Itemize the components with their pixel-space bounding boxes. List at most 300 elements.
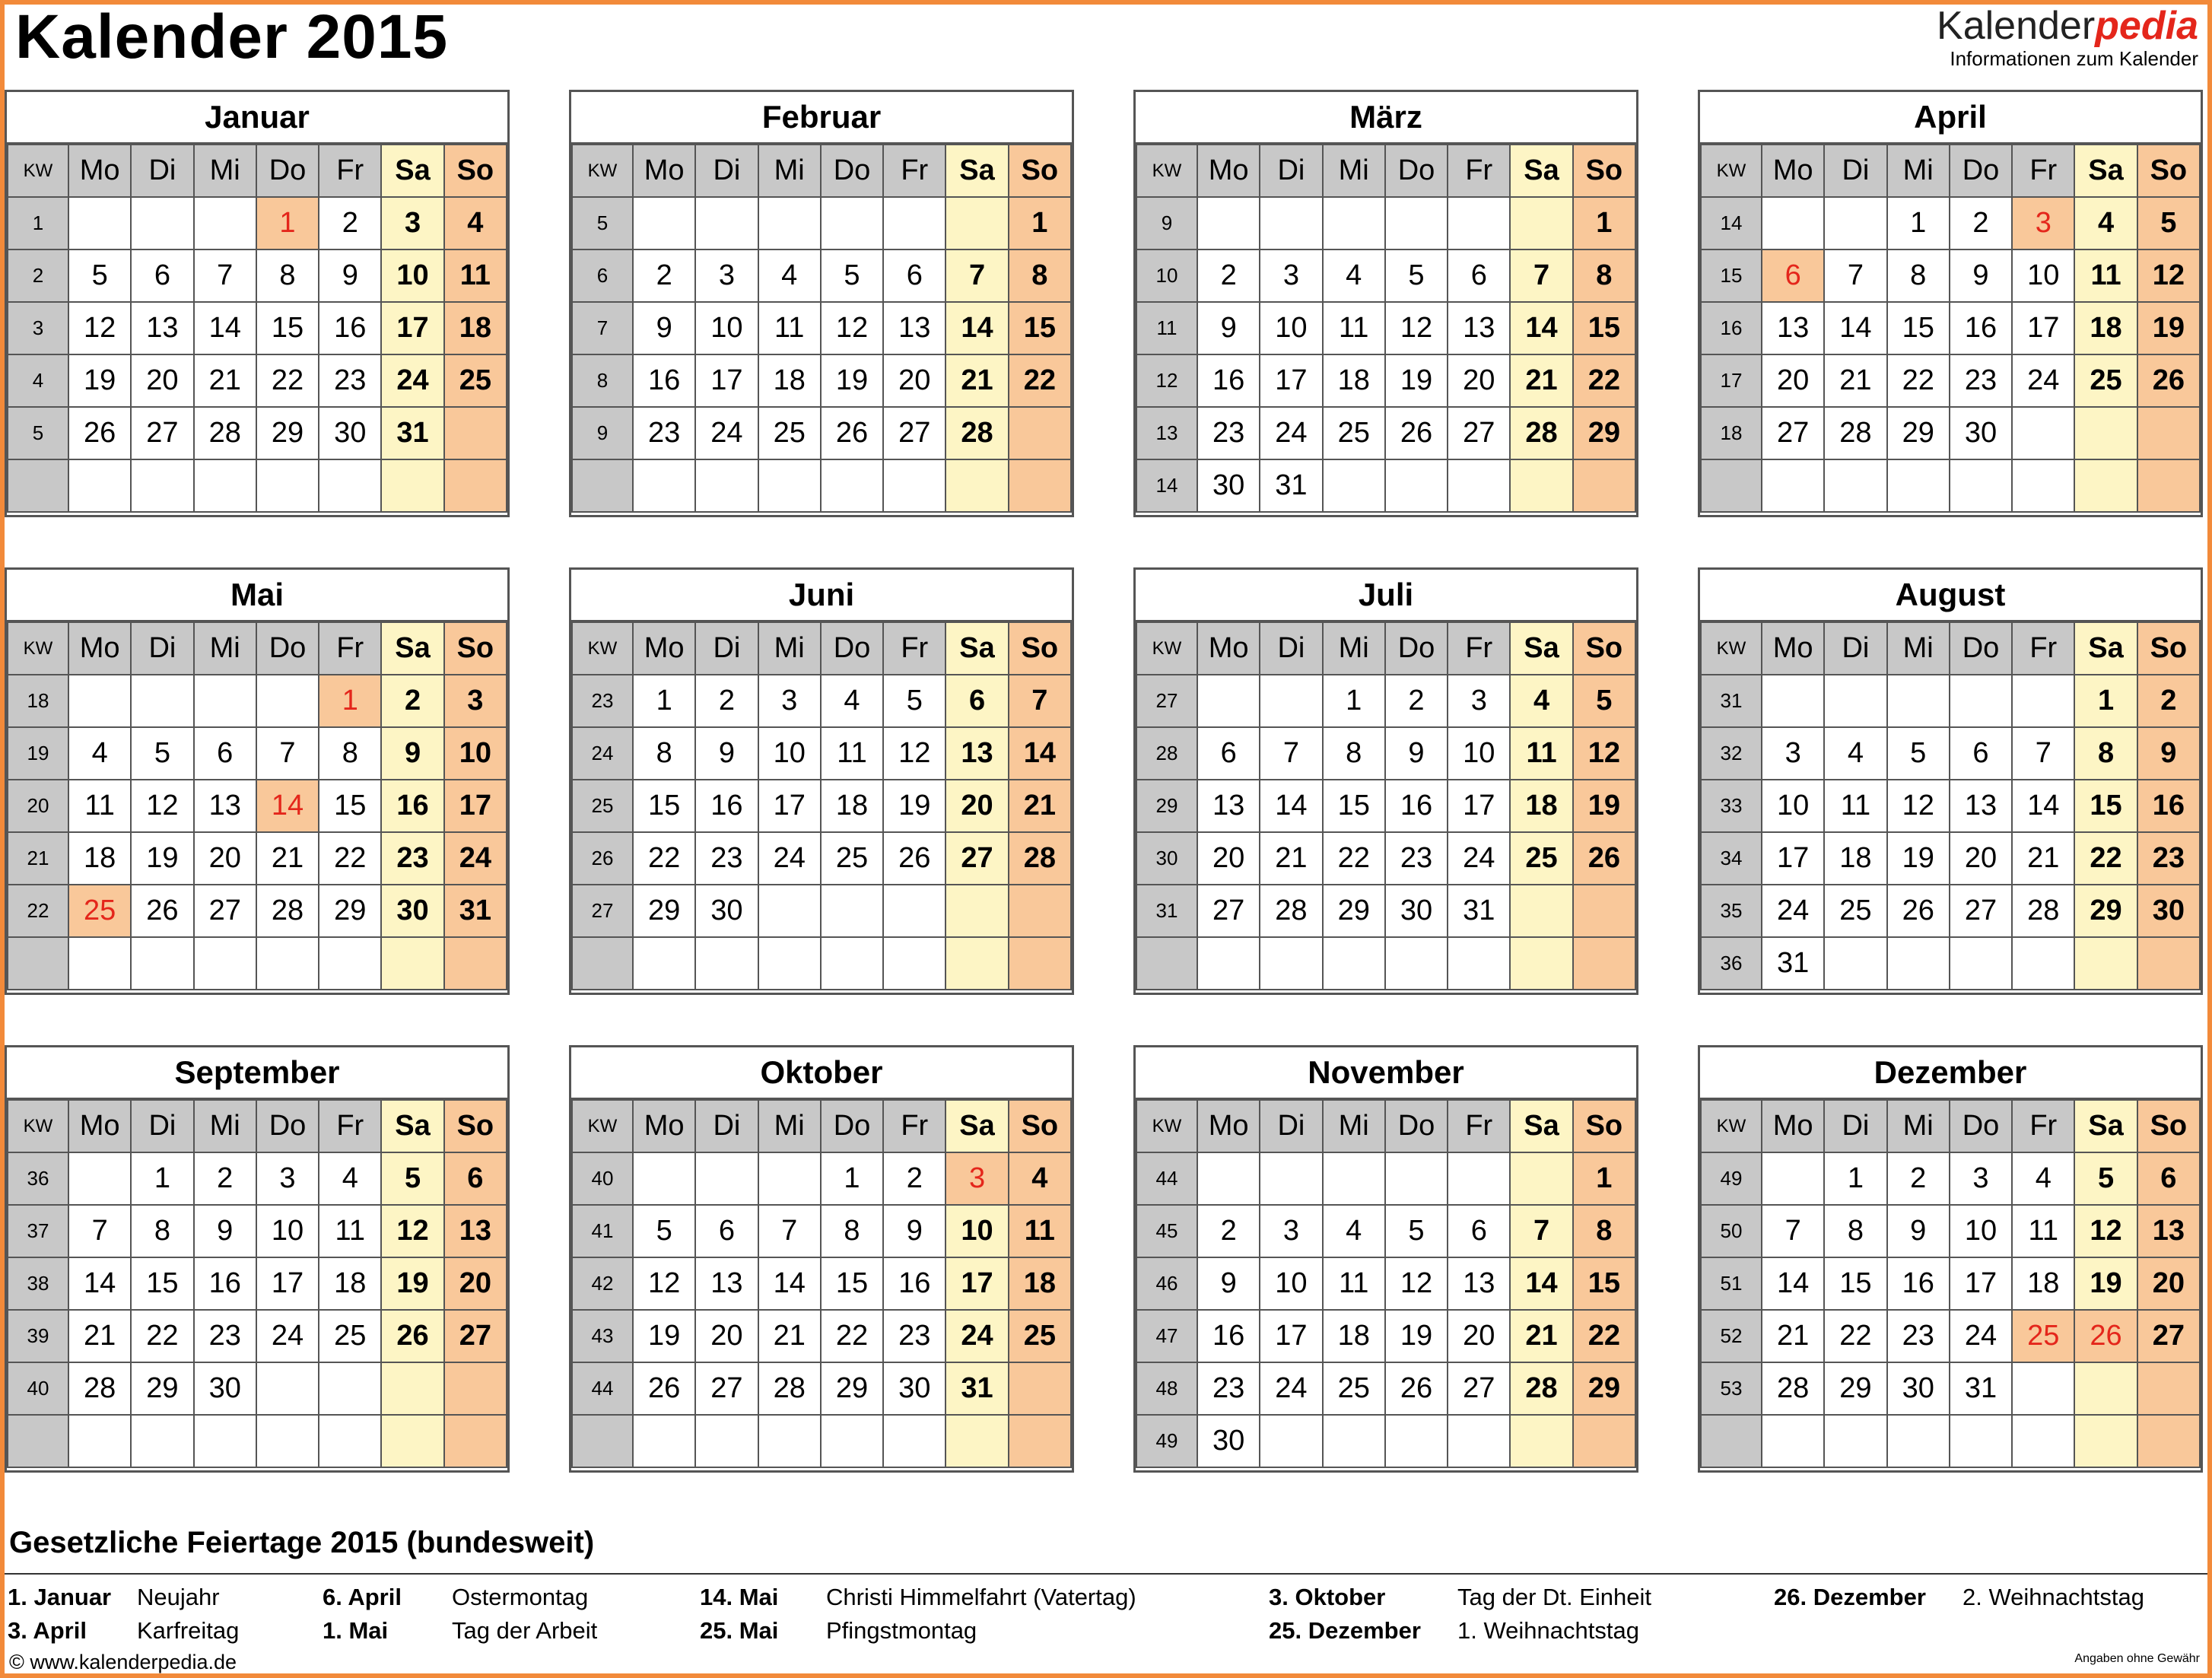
weekday-header: Fr bbox=[1448, 1100, 1510, 1152]
weekday-header: Mi bbox=[194, 1100, 256, 1152]
day-cell bbox=[695, 1415, 758, 1467]
day-cell: 16 bbox=[883, 1257, 946, 1310]
week-number: 37 bbox=[8, 1205, 68, 1257]
holiday-day-cell: 3 bbox=[2012, 197, 2074, 249]
day-cell: 29 bbox=[256, 407, 319, 459]
week-row bbox=[8, 1257, 507, 1310]
day-cell bbox=[68, 197, 131, 249]
day-cell: 7 bbox=[2012, 727, 2074, 780]
day-cell bbox=[444, 937, 507, 990]
week-number: 21 bbox=[8, 832, 68, 885]
month-9 bbox=[569, 1045, 1074, 1473]
holiday-date: 26. Dezember bbox=[1774, 1584, 1926, 1610]
day-cell bbox=[1448, 197, 1510, 249]
weekday-header: Fr bbox=[319, 145, 381, 197]
day-cell: 27 bbox=[1762, 407, 1824, 459]
day-cell: 27 bbox=[946, 832, 1008, 885]
day-cell bbox=[2012, 1415, 2074, 1467]
week-number: 9 bbox=[572, 407, 633, 459]
month-5 bbox=[569, 567, 1074, 995]
day-cell: 19 bbox=[131, 832, 193, 885]
day-cell: 2 bbox=[194, 1152, 256, 1205]
week-number: 27 bbox=[1136, 675, 1197, 727]
week-row bbox=[8, 1415, 507, 1467]
day-cell: 8 bbox=[1573, 249, 1635, 302]
day-cell: 28 bbox=[2012, 885, 2074, 937]
holiday-entry bbox=[700, 1584, 1136, 1611]
kw-header: KW bbox=[1136, 1100, 1197, 1152]
week-row bbox=[1136, 1257, 1635, 1310]
month-grid bbox=[571, 621, 1072, 990]
day-cell: 5 bbox=[2137, 197, 2200, 249]
weekday-header: Di bbox=[131, 1100, 193, 1152]
day-cell: 6 bbox=[695, 1205, 758, 1257]
day-cell: 4 bbox=[2074, 197, 2137, 249]
day-cell: 12 bbox=[633, 1257, 695, 1310]
day-cell: 7 bbox=[68, 1205, 131, 1257]
weekday-header: Fr bbox=[319, 1100, 381, 1152]
week-number: 5 bbox=[8, 407, 68, 459]
day-cell: 16 bbox=[633, 354, 695, 407]
day-cell: 10 bbox=[1762, 780, 1824, 832]
day-cell: 15 bbox=[2074, 780, 2137, 832]
day-cell: 19 bbox=[68, 354, 131, 407]
day-cell: 2 bbox=[381, 675, 443, 727]
holiday-entry bbox=[1269, 1584, 1652, 1611]
day-cell: 20 bbox=[444, 1257, 507, 1310]
month-name: Februar bbox=[571, 92, 1072, 144]
week-row bbox=[8, 1205, 507, 1257]
week-number: 33 bbox=[1701, 780, 1762, 832]
weekday-header: So bbox=[1009, 145, 1071, 197]
week-number: 20 bbox=[8, 780, 68, 832]
day-cell: 30 bbox=[883, 1362, 946, 1415]
day-cell: 8 bbox=[131, 1205, 193, 1257]
day-cell bbox=[1009, 885, 1071, 937]
day-cell: 10 bbox=[444, 727, 507, 780]
day-cell: 8 bbox=[633, 727, 695, 780]
holiday-day-cell: 26 bbox=[2074, 1310, 2137, 1362]
day-cell bbox=[1385, 1152, 1448, 1205]
day-cell: 10 bbox=[1260, 1257, 1322, 1310]
day-cell bbox=[946, 885, 1008, 937]
kw-header: KW bbox=[1701, 622, 1762, 675]
day-cell: 15 bbox=[1887, 302, 1950, 354]
week-row bbox=[1136, 832, 1635, 885]
day-cell: 24 bbox=[2012, 354, 2074, 407]
day-cell: 11 bbox=[758, 302, 821, 354]
week-number: 38 bbox=[8, 1257, 68, 1310]
day-cell: 24 bbox=[758, 832, 821, 885]
month-grid bbox=[571, 1099, 1072, 1468]
day-cell: 29 bbox=[821, 1362, 883, 1415]
day-cell: 22 bbox=[1323, 832, 1385, 885]
holidays-title: Gesetzliche Feiertage 2015 (bundesweit) bbox=[9, 1526, 595, 1559]
day-cell bbox=[1573, 885, 1635, 937]
brand-subtitle: Informationen zum Kalender bbox=[1950, 47, 2198, 70]
day-cell bbox=[946, 937, 1008, 990]
day-cell bbox=[1323, 937, 1385, 990]
week-row bbox=[1701, 780, 2200, 832]
week-row bbox=[8, 407, 507, 459]
day-cell: 31 bbox=[1950, 1362, 2012, 1415]
weekday-header: Mi bbox=[1887, 145, 1950, 197]
weekday-header: Mo bbox=[633, 145, 695, 197]
day-cell: 2 bbox=[2137, 675, 2200, 727]
month-name: Januar bbox=[7, 92, 507, 144]
day-cell: 18 bbox=[1009, 1257, 1071, 1310]
month-grid bbox=[1136, 621, 1636, 990]
day-cell: 13 bbox=[695, 1257, 758, 1310]
day-cell: 4 bbox=[444, 197, 507, 249]
day-cell: 30 bbox=[1197, 459, 1260, 512]
day-cell bbox=[1887, 459, 1950, 512]
day-cell: 18 bbox=[444, 302, 507, 354]
week-number: 27 bbox=[572, 885, 633, 937]
day-cell bbox=[695, 197, 758, 249]
day-cell: 1 bbox=[821, 1152, 883, 1205]
day-cell bbox=[2074, 937, 2137, 990]
holiday-date: 3. April bbox=[8, 1617, 87, 1644]
day-cell bbox=[194, 1415, 256, 1467]
day-cell bbox=[821, 459, 883, 512]
week-row bbox=[572, 354, 1071, 407]
day-cell bbox=[1260, 937, 1322, 990]
weekday-header: So bbox=[1573, 622, 1635, 675]
day-cell: 3 bbox=[256, 1152, 319, 1205]
weekday-header: Do bbox=[1385, 622, 1448, 675]
holiday-name: Tag der Arbeit bbox=[452, 1617, 598, 1644]
week-number: 3 bbox=[8, 302, 68, 354]
holiday-name: Christi Himmelfahrt (Vatertag) bbox=[826, 1584, 1136, 1610]
day-cell: 28 bbox=[1824, 407, 1886, 459]
week-number: 25 bbox=[572, 780, 633, 832]
week-row bbox=[1136, 197, 1635, 249]
day-cell: 7 bbox=[946, 249, 1008, 302]
day-cell: 15 bbox=[319, 780, 381, 832]
week-row bbox=[8, 197, 507, 249]
day-cell bbox=[633, 1152, 695, 1205]
weekday-header: Do bbox=[821, 1100, 883, 1152]
day-cell: 14 bbox=[1510, 1257, 1572, 1310]
week-number: 36 bbox=[8, 1152, 68, 1205]
day-cell: 18 bbox=[68, 832, 131, 885]
weekday-header: Mi bbox=[1323, 622, 1385, 675]
day-cell: 4 bbox=[821, 675, 883, 727]
day-cell: 18 bbox=[1824, 832, 1886, 885]
day-cell: 17 bbox=[1448, 780, 1510, 832]
week-number: 52 bbox=[1701, 1310, 1762, 1362]
day-cell: 1 bbox=[1573, 1152, 1635, 1205]
week-row bbox=[1701, 675, 2200, 727]
week-number: 14 bbox=[1701, 197, 1762, 249]
day-cell bbox=[1448, 937, 1510, 990]
day-cell bbox=[821, 197, 883, 249]
day-cell: 10 bbox=[946, 1205, 1008, 1257]
day-cell bbox=[2137, 459, 2200, 512]
day-cell bbox=[1824, 1415, 1886, 1467]
day-cell: 5 bbox=[1887, 727, 1950, 780]
day-cell: 29 bbox=[1824, 1362, 1886, 1415]
day-cell: 6 bbox=[1197, 727, 1260, 780]
day-cell: 4 bbox=[1323, 249, 1385, 302]
day-cell: 10 bbox=[1260, 302, 1322, 354]
weekday-header: So bbox=[2137, 1100, 2200, 1152]
day-cell: 18 bbox=[2074, 302, 2137, 354]
day-cell: 9 bbox=[1197, 302, 1260, 354]
day-cell bbox=[319, 937, 381, 990]
weekday-header: Di bbox=[695, 622, 758, 675]
day-cell: 25 bbox=[1009, 1310, 1071, 1362]
day-cell: 16 bbox=[2137, 780, 2200, 832]
week-number: 8 bbox=[572, 354, 633, 407]
day-cell: 8 bbox=[1824, 1205, 1886, 1257]
day-cell: 20 bbox=[2137, 1257, 2200, 1310]
week-row bbox=[572, 780, 1071, 832]
month-7 bbox=[1698, 567, 2203, 995]
day-cell: 3 bbox=[1950, 1152, 2012, 1205]
day-cell: 18 bbox=[821, 780, 883, 832]
day-cell: 3 bbox=[1260, 1205, 1322, 1257]
day-cell: 16 bbox=[695, 780, 758, 832]
day-cell: 24 bbox=[1950, 1310, 2012, 1362]
month-grid bbox=[7, 621, 507, 990]
day-cell: 12 bbox=[1385, 302, 1448, 354]
kw-header: KW bbox=[1701, 1100, 1762, 1152]
day-cell: 13 bbox=[1448, 302, 1510, 354]
day-cell bbox=[1385, 1415, 1448, 1467]
week-row bbox=[572, 1205, 1071, 1257]
day-cell bbox=[946, 459, 1008, 512]
day-cell: 14 bbox=[1510, 302, 1572, 354]
kw-header: KW bbox=[572, 622, 633, 675]
month-grid bbox=[1700, 621, 2201, 990]
day-cell bbox=[1950, 1415, 2012, 1467]
day-cell: 23 bbox=[883, 1310, 946, 1362]
day-cell: 17 bbox=[946, 1257, 1008, 1310]
week-number: 30 bbox=[1136, 832, 1197, 885]
day-cell: 6 bbox=[1950, 727, 2012, 780]
week-number bbox=[8, 937, 68, 990]
day-cell: 3 bbox=[381, 197, 443, 249]
day-cell: 14 bbox=[194, 302, 256, 354]
day-cell: 31 bbox=[1448, 885, 1510, 937]
week-number: 14 bbox=[1136, 459, 1197, 512]
week-number: 28 bbox=[1136, 727, 1197, 780]
day-cell: 15 bbox=[1824, 1257, 1886, 1310]
holiday-name: 1. Weihnachtstag bbox=[1457, 1617, 1639, 1644]
day-cell: 30 bbox=[194, 1362, 256, 1415]
day-cell bbox=[821, 937, 883, 990]
week-row bbox=[1701, 1415, 2200, 1467]
day-cell: 26 bbox=[2137, 354, 2200, 407]
day-cell bbox=[1887, 1415, 1950, 1467]
week-row bbox=[1136, 780, 1635, 832]
day-cell: 6 bbox=[444, 1152, 507, 1205]
day-cell: 11 bbox=[2012, 1205, 2074, 1257]
day-cell: 17 bbox=[1260, 354, 1322, 407]
week-row bbox=[8, 780, 507, 832]
day-cell: 29 bbox=[1887, 407, 1950, 459]
day-cell: 8 bbox=[1009, 249, 1071, 302]
holiday-day-cell: 1 bbox=[319, 675, 381, 727]
month-10 bbox=[1133, 1045, 1638, 1473]
week-number: 22 bbox=[8, 885, 68, 937]
month-name: Mai bbox=[7, 570, 507, 621]
day-cell: 2 bbox=[1197, 1205, 1260, 1257]
week-row bbox=[572, 459, 1071, 512]
weekday-header: Fr bbox=[2012, 1100, 2074, 1152]
day-cell: 4 bbox=[2012, 1152, 2074, 1205]
month-8 bbox=[5, 1045, 510, 1473]
day-cell bbox=[758, 1415, 821, 1467]
day-cell: 25 bbox=[1323, 407, 1385, 459]
week-row bbox=[8, 675, 507, 727]
week-row bbox=[1136, 727, 1635, 780]
day-cell: 26 bbox=[821, 407, 883, 459]
day-cell: 11 bbox=[1323, 302, 1385, 354]
day-cell: 18 bbox=[1323, 1310, 1385, 1362]
holiday-day-cell: 14 bbox=[256, 780, 319, 832]
kw-header: KW bbox=[572, 1100, 633, 1152]
month-name: Oktober bbox=[571, 1047, 1072, 1099]
day-cell: 22 bbox=[319, 832, 381, 885]
day-cell: 14 bbox=[758, 1257, 821, 1310]
day-cell: 12 bbox=[68, 302, 131, 354]
weekday-header: So bbox=[1573, 1100, 1635, 1152]
day-cell bbox=[256, 1362, 319, 1415]
day-cell bbox=[1197, 675, 1260, 727]
kw-header: KW bbox=[1701, 145, 1762, 197]
week-number: 5 bbox=[572, 197, 633, 249]
week-row bbox=[1136, 1205, 1635, 1257]
day-cell bbox=[2074, 1415, 2137, 1467]
holiday-entry bbox=[8, 1617, 240, 1645]
day-cell: 16 bbox=[1887, 1257, 1950, 1310]
week-number: 26 bbox=[572, 832, 633, 885]
day-cell: 30 bbox=[1385, 885, 1448, 937]
day-cell: 21 bbox=[1824, 354, 1886, 407]
day-cell: 26 bbox=[1385, 407, 1448, 459]
day-cell bbox=[1260, 197, 1322, 249]
holiday-day-cell: 25 bbox=[2012, 1310, 2074, 1362]
day-cell: 22 bbox=[131, 1310, 193, 1362]
day-cell: 4 bbox=[1824, 727, 1886, 780]
day-cell bbox=[883, 937, 946, 990]
day-cell bbox=[633, 937, 695, 990]
day-cell bbox=[695, 459, 758, 512]
day-cell bbox=[194, 675, 256, 727]
day-cell bbox=[1510, 1152, 1572, 1205]
kw-header: KW bbox=[8, 145, 68, 197]
day-cell: 4 bbox=[68, 727, 131, 780]
day-cell bbox=[2137, 937, 2200, 990]
day-cell: 25 bbox=[1510, 832, 1572, 885]
day-cell: 14 bbox=[946, 302, 1008, 354]
day-cell: 21 bbox=[2012, 832, 2074, 885]
week-number: 41 bbox=[572, 1205, 633, 1257]
week-number bbox=[572, 937, 633, 990]
day-cell bbox=[1323, 1415, 1385, 1467]
day-cell: 8 bbox=[319, 727, 381, 780]
day-cell: 21 bbox=[1762, 1310, 1824, 1362]
day-cell: 9 bbox=[194, 1205, 256, 1257]
day-cell bbox=[695, 937, 758, 990]
weekday-header: Di bbox=[131, 145, 193, 197]
day-cell: 11 bbox=[444, 249, 507, 302]
day-cell bbox=[256, 459, 319, 512]
day-cell bbox=[444, 407, 507, 459]
week-row bbox=[572, 249, 1071, 302]
month-name: Juli bbox=[1136, 570, 1636, 621]
day-cell bbox=[1260, 1415, 1322, 1467]
week-row bbox=[1701, 1310, 2200, 1362]
day-cell: 23 bbox=[1950, 354, 2012, 407]
week-number bbox=[8, 459, 68, 512]
week-row bbox=[572, 937, 1071, 990]
day-cell bbox=[883, 459, 946, 512]
week-row bbox=[1701, 302, 2200, 354]
day-cell: 29 bbox=[1323, 885, 1385, 937]
day-cell: 3 bbox=[1448, 675, 1510, 727]
day-cell: 9 bbox=[695, 727, 758, 780]
week-number: 31 bbox=[1136, 885, 1197, 937]
week-row bbox=[8, 1362, 507, 1415]
day-cell: 13 bbox=[946, 727, 1008, 780]
weekday-header: Fr bbox=[2012, 145, 2074, 197]
day-cell: 18 bbox=[1510, 780, 1572, 832]
holiday-date: 1. Mai bbox=[323, 1617, 389, 1644]
weekday-header: Di bbox=[695, 1100, 758, 1152]
week-number: 10 bbox=[1136, 249, 1197, 302]
day-cell bbox=[1510, 197, 1572, 249]
day-cell: 13 bbox=[444, 1205, 507, 1257]
week-number: 43 bbox=[572, 1310, 633, 1362]
day-cell: 26 bbox=[883, 832, 946, 885]
week-row bbox=[1701, 832, 2200, 885]
day-cell: 3 bbox=[1762, 727, 1824, 780]
weekday-header: Do bbox=[256, 145, 319, 197]
day-cell bbox=[194, 459, 256, 512]
day-cell bbox=[633, 459, 695, 512]
week-number: 45 bbox=[1136, 1205, 1197, 1257]
day-cell: 20 bbox=[883, 354, 946, 407]
day-cell: 5 bbox=[381, 1152, 443, 1205]
day-cell bbox=[946, 1415, 1008, 1467]
day-cell bbox=[2137, 1362, 2200, 1415]
weekday-header: Sa bbox=[946, 1100, 1008, 1152]
day-cell: 23 bbox=[381, 832, 443, 885]
day-cell bbox=[1510, 1415, 1572, 1467]
month-name: Dezember bbox=[1700, 1047, 2201, 1099]
weekday-header: Sa bbox=[1510, 145, 1572, 197]
day-cell bbox=[131, 937, 193, 990]
week-row bbox=[1701, 937, 2200, 990]
week-number: 32 bbox=[1701, 727, 1762, 780]
day-cell: 24 bbox=[1448, 832, 1510, 885]
week-number: 53 bbox=[1701, 1362, 1762, 1415]
weekday-header: Sa bbox=[2074, 145, 2137, 197]
day-cell: 3 bbox=[1260, 249, 1322, 302]
day-cell: 7 bbox=[1009, 675, 1071, 727]
day-cell: 17 bbox=[381, 302, 443, 354]
day-cell: 28 bbox=[194, 407, 256, 459]
week-number: 48 bbox=[1136, 1362, 1197, 1415]
day-cell: 29 bbox=[1573, 407, 1635, 459]
day-cell bbox=[444, 1362, 507, 1415]
day-cell: 21 bbox=[1510, 1310, 1572, 1362]
day-cell: 21 bbox=[1260, 832, 1322, 885]
